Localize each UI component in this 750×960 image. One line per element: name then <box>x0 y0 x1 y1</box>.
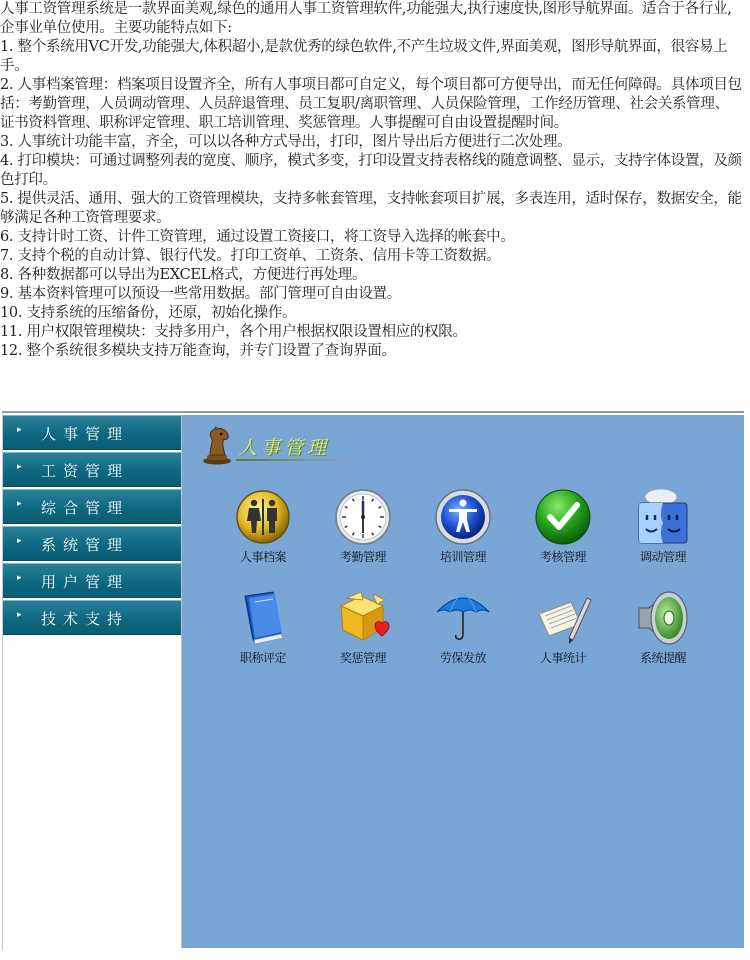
pen-and-paper-icon <box>533 588 593 648</box>
tile-label: 考核管理 <box>539 550 586 564</box>
book-icon <box>233 588 293 648</box>
tile-system-reminder[interactable] <box>618 588 708 674</box>
sidebar-item-salary[interactable] <box>3 452 181 487</box>
intro-line: 1. 整个系统用VC开发,功能强大,体积超小,是款优秀的绿色软件,不产生垃圾文件,界面美观，图形导航界面，很容易上手。 <box>0 39 728 74</box>
tile-label: 考勤管理 <box>339 550 386 564</box>
arrow-icon: ▸ <box>17 425 22 435</box>
accessibility-person-icon <box>433 487 493 547</box>
tile-transfer[interactable] <box>618 487 708 573</box>
tile-label: 人事统计 <box>539 651 586 665</box>
arrow-icon: ▸ <box>17 499 22 509</box>
tile-training[interactable] <box>418 487 508 573</box>
arrow-icon: ▸ <box>17 462 22 472</box>
intro-line: 7. 支持个税的自动计算、银行代发。打印工资单、工资条、信用卡等工资数据。 <box>0 248 501 264</box>
tile-hr-statistics[interactable] <box>518 588 608 674</box>
title-underline <box>236 459 352 461</box>
app-window <box>2 411 744 950</box>
intro-line: 8. 各种数据都可以导出为EXCEL格式，方便进行再处理。 <box>0 267 367 283</box>
tile-label: 职称评定 <box>239 651 286 665</box>
intro-line: 人事工资管理系统是一款界面美观,绿色的通用人事工资管理软件,功能强大,执行速度快,图形导航界面。适合于各行业,企事业单位使用。主要功能特点如下: <box>0 1 732 36</box>
arrow-icon: ▸ <box>17 610 22 620</box>
sidebar-item-label: 系统管理 <box>41 536 130 554</box>
sidebar-item-label: 人事管理 <box>41 425 130 443</box>
tile-rewards-penalties[interactable] <box>318 588 408 674</box>
sidebar-item-label: 技术支持 <box>41 610 130 628</box>
tile-label: 劳保发放 <box>439 651 486 665</box>
intro-line: 6. 支持计时工资、计件工资管理，通过设置工资接口，将工资导入选择的帐套中。 <box>0 229 515 245</box>
intro-line: 12. 整个系统很多模块支持万能查询，并专门设置了查询界面。 <box>0 343 396 359</box>
arrow-icon: ▸ <box>17 536 22 546</box>
intro-line: 11. 用户权限管理模块：支持多用户，各个用户根据权限设置相应的权限。 <box>0 324 467 340</box>
tile-label: 人事档案 <box>239 550 286 564</box>
tile-assessment[interactable] <box>518 487 608 573</box>
checkmark-icon <box>533 487 593 547</box>
intro-line: 2. 人事档案管理：档案项目设置齐全，所有人事项目都可自定义，每个项目都可方便导出，而无任何障碍。具体项目包括：考勤管理，人员调动管理、人员辞退管理、员工复职/离职管理、人员保险管理，工作经历管理、社会关系管理、证书资料管理、职称评定管理、职工培训管理、奖惩管理。人事提醒可自由设置提醒时间。 <box>0 77 742 131</box>
sidebar-item-general[interactable] <box>3 489 181 524</box>
sidebar-item-label: 工资管理 <box>41 462 130 480</box>
sidebar <box>3 415 182 948</box>
sidebar-item-label: 综合管理 <box>41 499 130 517</box>
section-header <box>200 423 360 467</box>
sidebar-item-hr[interactable] <box>3 415 181 450</box>
intro-line: 4. 打印模块：可通过调整列表的宽度、顺序，模式多变，打印设置支持表格线的随意调整、显示，支持字体设置，及颜色打印。 <box>0 153 742 188</box>
tile-title-evaluation[interactable] <box>218 588 308 674</box>
intro-line: 9. 基本资料管理可以预设一些常用数据。部门管理可自由设置。 <box>0 286 401 302</box>
gift-box-heart-icon <box>333 588 393 648</box>
page-title: 人事管理 <box>238 437 331 459</box>
finder-faces-icon <box>633 487 693 547</box>
tile-label: 系统提醒 <box>639 651 686 665</box>
intro-text <box>0 0 742 361</box>
speaker-icon <box>633 588 693 648</box>
tile-label: 奖惩管理 <box>339 651 386 665</box>
chess-knight-icon <box>200 425 234 465</box>
intro-line: 3. 人事统计功能丰富，齐全，可以以各种方式导出，打印，图片导出后方便进行二次处理。 <box>0 134 572 150</box>
sidebar-item-system[interactable] <box>3 526 181 561</box>
sidebar-item-users[interactable] <box>3 563 181 598</box>
sidebar-item-label: 用户管理 <box>41 573 130 591</box>
tile-attendance[interactable] <box>318 487 408 573</box>
tile-personnel-files[interactable] <box>218 487 308 573</box>
intro-line: 10. 支持系统的压缩备份，还原，初始化操作。 <box>0 305 297 321</box>
main-panel <box>182 415 744 948</box>
umbrella-icon <box>433 588 493 648</box>
sidebar-item-support[interactable] <box>3 600 181 635</box>
tile-labor-protection[interactable] <box>418 588 508 674</box>
tile-label: 培训管理 <box>439 550 486 564</box>
clock-icon <box>333 487 393 547</box>
tile-label: 调动管理 <box>639 550 686 564</box>
arrow-icon: ▸ <box>17 573 22 583</box>
intro-line: 5. 提供灵活、通用、强大的工资管理模块，支持多帐套管理，支持帐套项目扩展，多表连用，适时保存，数据安全，能够满足各种工资管理要求。 <box>0 191 742 226</box>
restroom-people-icon <box>233 487 293 547</box>
